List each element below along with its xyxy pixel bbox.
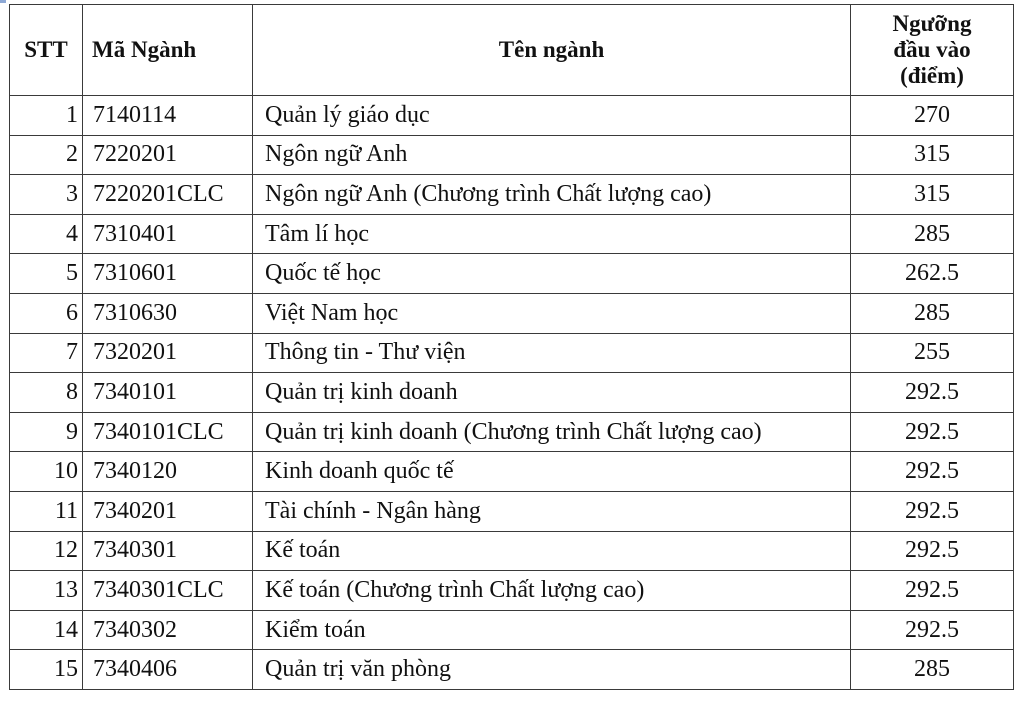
row-major-name: Ngôn ngữ Anh (Chương trình Chất lượng cao) <box>253 175 851 215</box>
table-row <box>10 175 1014 215</box>
row-stt: 6 <box>10 293 83 333</box>
row-threshold-score: 292.5 <box>851 452 1014 492</box>
table-row <box>10 571 1014 611</box>
header-code: Mã Ngành <box>83 5 253 96</box>
header-name: Tên ngành <box>253 5 851 96</box>
row-major-code: 7310601 <box>83 254 253 294</box>
row-major-name: Ngôn ngữ Anh <box>253 135 851 175</box>
row-stt: 12 <box>10 531 83 571</box>
row-stt: 7 <box>10 333 83 373</box>
table-row <box>10 373 1014 413</box>
corner-mark <box>0 0 6 3</box>
row-stt: 5 <box>10 254 83 294</box>
row-major-code: 7140114 <box>83 96 253 136</box>
row-major-code: 7310630 <box>83 293 253 333</box>
row-stt: 8 <box>10 373 83 413</box>
row-major-code: 7340301 <box>83 531 253 571</box>
row-stt: 2 <box>10 135 83 175</box>
row-major-name: Kế toán <box>253 531 851 571</box>
header-score-line-3: (điểm) <box>900 63 964 88</box>
row-major-name: Kế toán (Chương trình Chất lượng cao) <box>253 571 851 611</box>
row-major-code: 7340406 <box>83 650 253 690</box>
row-stt: 1 <box>10 96 83 136</box>
row-major-code: 7340101CLC <box>83 412 253 452</box>
admission-threshold-table <box>9 4 1014 690</box>
row-threshold-score: 270 <box>851 96 1014 136</box>
row-major-code: 7220201CLC <box>83 175 253 215</box>
table-header <box>10 5 1014 96</box>
table-row <box>10 135 1014 175</box>
row-threshold-score: 255 <box>851 333 1014 373</box>
row-threshold-score: 285 <box>851 293 1014 333</box>
row-threshold-score: 292.5 <box>851 373 1014 413</box>
row-stt: 13 <box>10 571 83 611</box>
row-major-code: 7340120 <box>83 452 253 492</box>
table-row <box>10 214 1014 254</box>
row-major-name: Quản lý giáo dục <box>253 96 851 136</box>
table-row <box>10 491 1014 531</box>
row-major-code: 7320201 <box>83 333 253 373</box>
header-score-line-2: đầu vào <box>893 37 971 62</box>
row-stt: 3 <box>10 175 83 215</box>
table-row <box>10 610 1014 650</box>
row-major-code: 7220201 <box>83 135 253 175</box>
table-row <box>10 412 1014 452</box>
row-threshold-score: 262.5 <box>851 254 1014 294</box>
row-threshold-score: 292.5 <box>851 491 1014 531</box>
row-stt: 4 <box>10 214 83 254</box>
row-major-code: 7340302 <box>83 610 253 650</box>
header-score <box>851 5 1014 96</box>
row-major-name: Thông tin - Thư viện <box>253 333 851 373</box>
row-major-name: Quản trị văn phòng <box>253 650 851 690</box>
table-row <box>10 96 1014 136</box>
row-major-name: Kinh doanh quốc tế <box>253 452 851 492</box>
row-stt: 11 <box>10 491 83 531</box>
row-major-code: 7340101 <box>83 373 253 413</box>
table-row <box>10 531 1014 571</box>
row-major-name: Tâm lí học <box>253 214 851 254</box>
table-body <box>10 96 1014 690</box>
table-row <box>10 293 1014 333</box>
row-threshold-score: 315 <box>851 135 1014 175</box>
table-row <box>10 650 1014 690</box>
table-row <box>10 333 1014 373</box>
row-threshold-score: 292.5 <box>851 412 1014 452</box>
row-stt: 10 <box>10 452 83 492</box>
row-major-code: 7310401 <box>83 214 253 254</box>
table-row <box>10 254 1014 294</box>
row-threshold-score: 292.5 <box>851 531 1014 571</box>
row-major-name: Quản trị kinh doanh (Chương trình Chất lượng cao) <box>253 412 851 452</box>
header-stt: STT <box>10 5 83 96</box>
row-stt: 15 <box>10 650 83 690</box>
row-threshold-score: 292.5 <box>851 610 1014 650</box>
row-major-code: 7340201 <box>83 491 253 531</box>
row-threshold-score: 285 <box>851 650 1014 690</box>
table-row <box>10 452 1014 492</box>
row-stt: 9 <box>10 412 83 452</box>
row-threshold-score: 315 <box>851 175 1014 215</box>
row-major-name: Quốc tế học <box>253 254 851 294</box>
row-threshold-score: 285 <box>851 214 1014 254</box>
row-stt: 14 <box>10 610 83 650</box>
row-major-name: Quản trị kinh doanh <box>253 373 851 413</box>
row-threshold-score: 292.5 <box>851 571 1014 611</box>
row-major-name: Kiểm toán <box>253 610 851 650</box>
header-score-line-1: Ngưỡng <box>892 11 972 36</box>
header-row <box>10 5 1014 96</box>
row-major-name: Tài chính - Ngân hàng <box>253 491 851 531</box>
row-major-name: Việt Nam học <box>253 293 851 333</box>
row-major-code: 7340301CLC <box>83 571 253 611</box>
